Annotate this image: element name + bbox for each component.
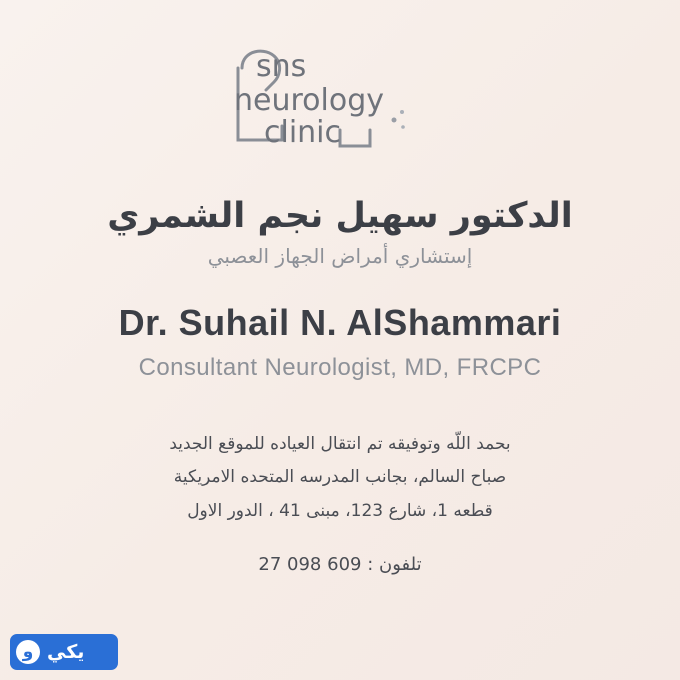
doctor-title-arabic: إستشاري أمراض الجهاز العصبي: [207, 244, 473, 269]
doctor-name-english: Dr. Suhail N. AlShammari: [118, 302, 562, 344]
clinic-address: [169, 428, 510, 527]
address-line-3: قطعه 1، شارع 123، مبنى 41 ، الدور الاول: [187, 500, 493, 521]
phone-row: [258, 554, 421, 575]
phone-number: 609 098 27: [258, 553, 362, 575]
watermark-text: يكي: [47, 640, 85, 663]
logo-text-line3: clinic: [264, 115, 342, 150]
address-line-1: بحمد اللّه وتوفيقه تم انتقال العياده للموقع الجديد: [169, 434, 511, 455]
watermark-badge: [10, 634, 118, 670]
phone-label: تلفون :: [367, 553, 422, 575]
logo-text-line2: neurology: [234, 83, 384, 118]
doctor-title-english: Consultant Neurologist, MD, FRCPC: [138, 354, 542, 382]
clinic-logo: [220, 34, 460, 154]
address-line-2: صباح السالم، بجانب المدرسه المتحده الامريكية: [173, 467, 507, 488]
logo-text-line1: sns: [256, 49, 307, 84]
watermark-logo-icon: و: [16, 640, 40, 664]
clinic-logo-icon: [220, 34, 460, 154]
doctor-name-arabic: الدكتور سهيل نجم الشمري: [107, 196, 573, 236]
